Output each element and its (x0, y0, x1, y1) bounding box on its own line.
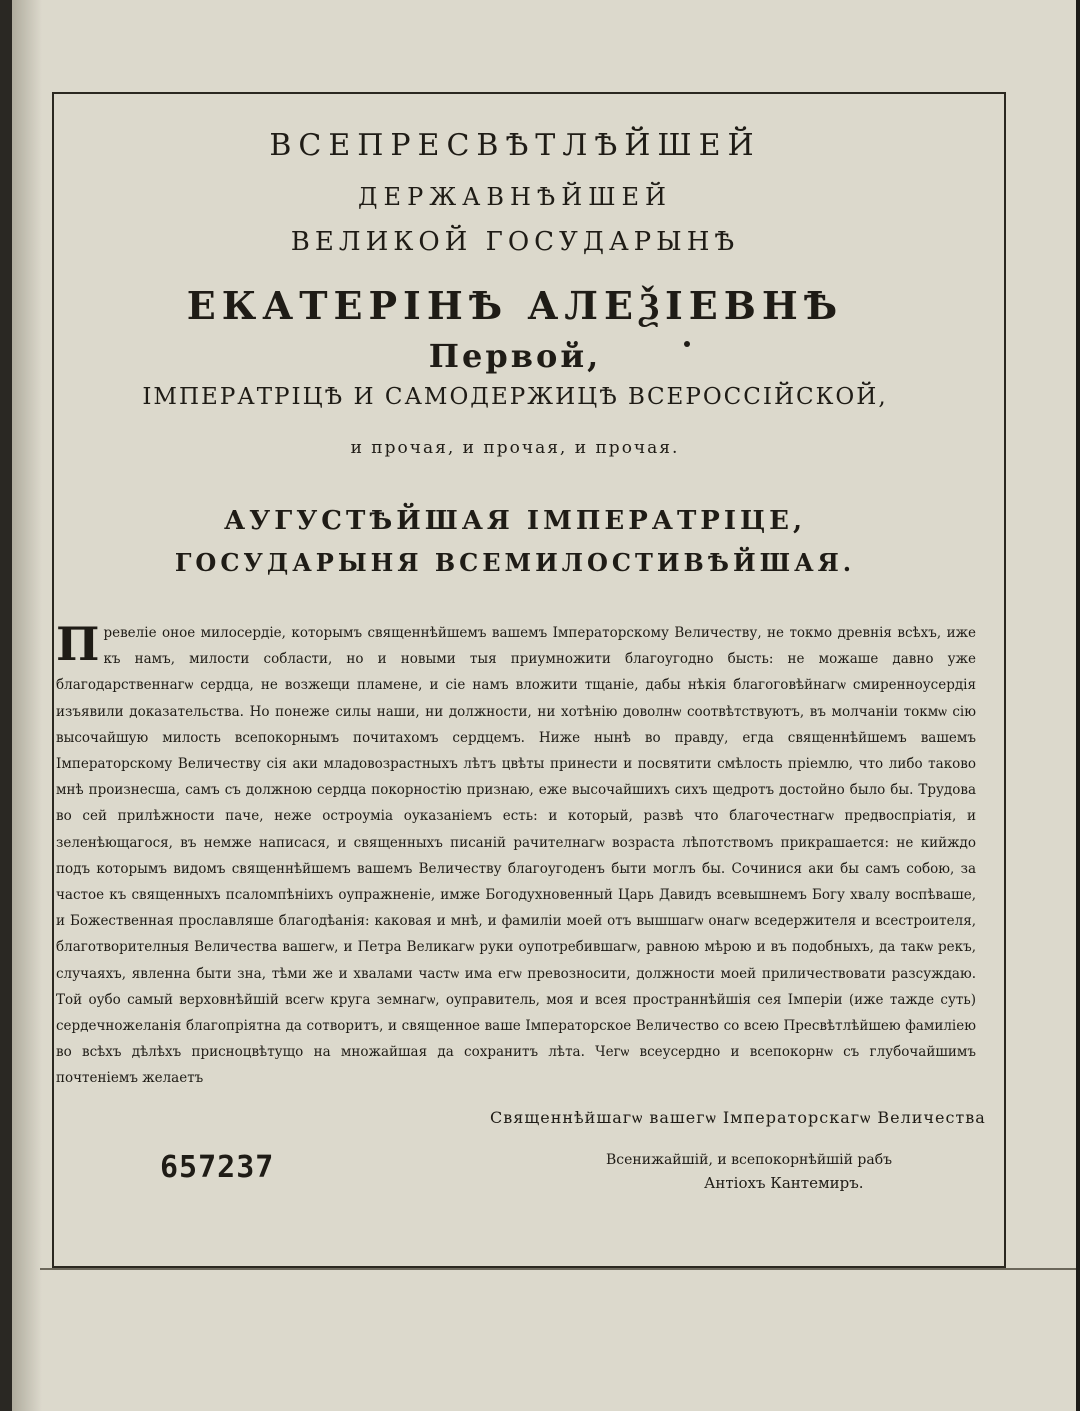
dedication-body (56, 617, 976, 1092)
salutation-line-2: ГОСУДАРЫНЯ ВСЕМИЛОСТИВѢЙШАЯ. (174, 548, 856, 577)
title-line-2: ДЕРЖАВНѢЙШЕЙ (358, 183, 672, 211)
ink-dot (684, 341, 690, 347)
page-fold-line (40, 1268, 1076, 1270)
title-empress-name: ЕКАТЕРІНѢ АЛЕѮІЕВНѢ (186, 283, 844, 328)
closing-formula: Священнѣйшагѡ вашегѡ Імператорскагѡ Величества (490, 1108, 986, 1127)
title-etcetera: и прочая, и прочая, и прочая. (350, 438, 680, 458)
title-line-3: ВЕЛИКОЙ ГОСУДАРЫНѢ (290, 227, 740, 257)
signature-name: Антіохъ Кантемиръ. (704, 1174, 864, 1192)
signature-line-1: Всенижайшій, и всепокорнѣйшій рабъ (606, 1152, 893, 1168)
dedication-text: ревеліе оное милосердіе, которымъ священнѣйшемъ вашемъ Імператорскому Величеству, не токмо древнія всѣхъ, иже къ намъ, милости собласти, но и новыми тыя приумножити благоугодно бысть: не можаше давно уже благодарственнагѡ сердца, не возжещи пламене, и сіе намъ вложити тщаніе, дабы нѣкія благоговѣйнагѡ смиренноусердія изъявили доказательства. Но понеже силы наши, ни должности, ни хотѣнію доволнѡ соотвѣтствуютъ, въ молчаніи токмѡ сію высочайшую милость всепокорнымъ почитахомъ сердцемъ. Ниже нынѣ во правду, егда священнѣйшемъ вашемъ Імператорскому Величеству сія аки младовозрастныхъ лѣтъ цвѣты принести и посвятити смѣлость пріемлю, что либо таково мнѣ произнесша, самъ съ должною сердца покорностію признаю, еже высочайшихъ сихъ щедротъ достойно было бы. Трудова во сей прилѣжности паче, неже остроуміа оуказаніемъ есть: и который, развѣ что благочестнагѡ предвоспріатія, и зеленѣющагося, въ немже написася, и священныхъ писаній рачителнагѡ возраста лѣпотствомъ прикрашается: не кийждо подъ которымъ видомъ священнѣйшемъ вашемъ Величеству благоугоденъ быти моглъ бы. Сочинися аки бы самъ собою, за частое къ священныхъ псаломпѣніихъ оупражненіе, имже Богодухновенный Царь Давидъ всевышнемъ Богу хвалу воспѣваше, и Божественная прославляше благодѣанія: каковая и мнѣ, и фамиліи моей отъ вышшагѡ онагѡ вседержителя и всестроителя, благотворителныя Величества вашегѡ, и Петра Великагѡ руки оупотребившагѡ, равною мѣрою и въ подобныхъ, да такѡ рекъ, случаяхъ, явленна быти зна, тѣми же и хвалами частѡ има егѡ превозносити, должности моей приличествовати разсуждаю. Той оубо самый верховнѣйшій всегѡ круга земнагѡ, оуправитель, моя и всея пространнѣйшія сея Імперіи (иже тажде суть) сердечножеланія благопріятна да сотворитъ, и священное ваше Імператорское Величество со всею Пресвѣтлѣйшею фамиліею во всѣхъ дѣлѣхъ присноцвѣтущо на множайшая да сохранитъ лѣта. Чегѡ всеусердно и всепокорнѡ съ глубочайшимъ почтеніемъ желаетъ (56, 625, 976, 1087)
drop-cap: П (56, 617, 100, 671)
salutation-line-1: АУГУСТѢЙШАЯ ІМПЕРАТРІЦЕ, (223, 506, 807, 536)
title-empress-title: ІМПЕРАТРІЦѢ И САМОДЕРЖИЦѢ ВСЕРОССІЙСКОЙ, (142, 384, 888, 410)
title-first: Первой, (428, 337, 602, 375)
binding-edge (0, 0, 12, 1411)
title-line-1: ВСЕПРЕСВѢТЛѢЙШЕЙ (269, 128, 761, 163)
library-stamp-number: 657237 (160, 1150, 275, 1185)
